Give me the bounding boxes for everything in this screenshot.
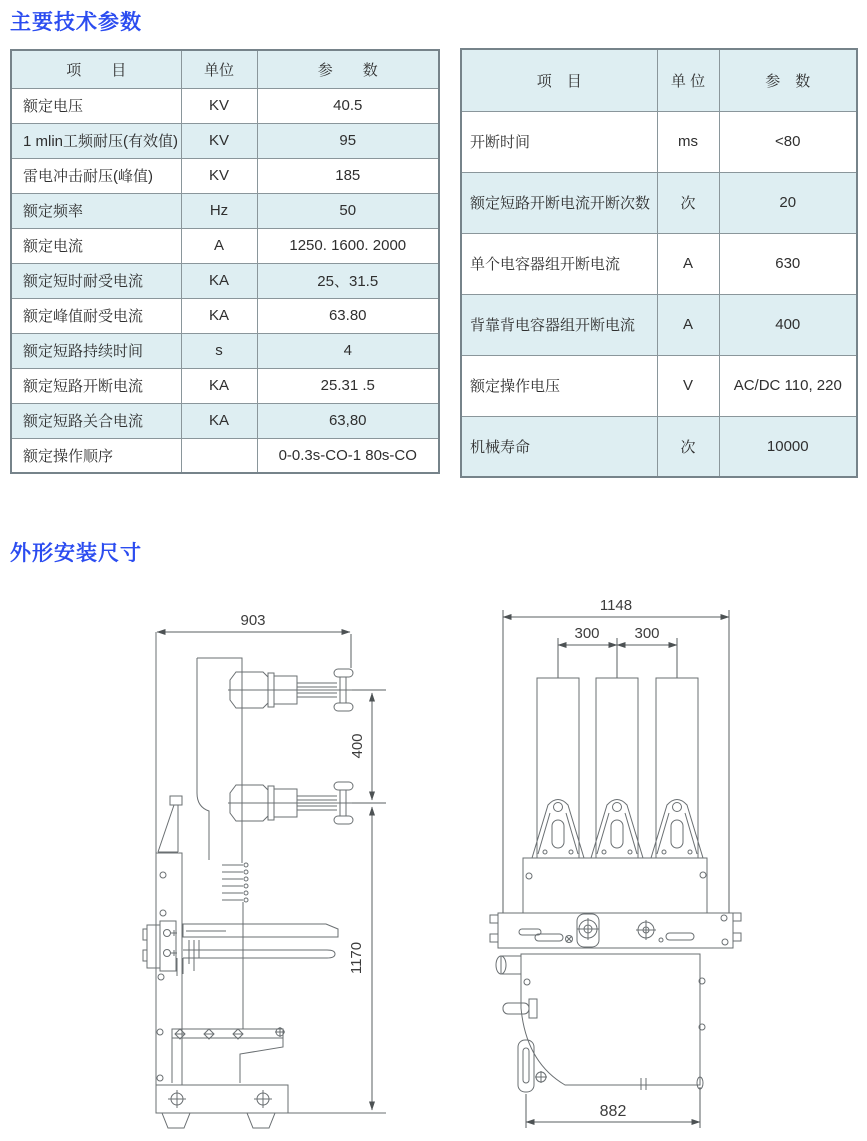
param-value: 63,80 [257, 403, 439, 438]
unit-value: KA [181, 263, 257, 298]
outline-dimension-drawings [0, 580, 867, 1141]
parameters-table-right [460, 48, 858, 478]
header-row [461, 49, 857, 111]
dim-label-300-left: 300 [574, 625, 600, 642]
param-value: 400 [719, 294, 857, 355]
dim-label-882: 882 [599, 1103, 627, 1120]
unit-value: A [657, 294, 719, 355]
param-value: 25.31 .5 [257, 368, 439, 403]
table-row [11, 123, 439, 158]
param-label: 机械寿命 [461, 416, 657, 477]
unit-value: 次 [657, 416, 719, 477]
unit-value: A [181, 228, 257, 263]
unit-value: s [181, 333, 257, 368]
drawing-front-view [490, 597, 741, 1128]
column-header: 单 位 [657, 49, 719, 111]
param-label: 单个电容器组开断电流 [461, 233, 657, 294]
dim-label-903: 903 [240, 612, 266, 629]
param-value: 63.80 [257, 298, 439, 333]
table-row [11, 193, 439, 228]
param-value: 40.5 [257, 88, 439, 123]
param-label: 额定短路关合电流 [11, 403, 181, 438]
table-row [11, 438, 439, 473]
param-label: 额定频率 [11, 193, 181, 228]
unit-value: KV [181, 88, 257, 123]
param-label: 雷电冲击耐压(峰值) [11, 158, 181, 193]
param-label: 额定短路开断电流 [11, 368, 181, 403]
param-label: 背靠背电容器组开断电流 [461, 294, 657, 355]
unit-value: A [657, 233, 719, 294]
table-row [11, 263, 439, 298]
column-header: 项 目 [11, 50, 181, 88]
unit-value: Hz [181, 193, 257, 228]
table-row [461, 355, 857, 416]
coil-symbol [222, 863, 248, 1029]
column-header: 参 数 [719, 49, 857, 111]
unit-value: V [657, 355, 719, 416]
table-row [461, 111, 857, 172]
column-header: 参 数 [257, 50, 439, 88]
column-header: 项 目 [461, 49, 657, 111]
parameters-table-left [10, 49, 440, 474]
param-value: 185 [257, 158, 439, 193]
section-title-outline-dimensions: 外形安装尺寸 [10, 542, 142, 565]
table-row [11, 158, 439, 193]
param-label: 额定操作顺序 [11, 438, 181, 473]
table-row [461, 294, 857, 355]
unit-value: KA [181, 403, 257, 438]
param-label: 1 mlin工频耐压(有效值) [11, 123, 181, 158]
section-title-main-parameters: 主要技术参数 [10, 11, 142, 34]
table-row [11, 333, 439, 368]
param-value: 630 [719, 233, 857, 294]
table-row [11, 228, 439, 263]
param-value: 20 [719, 172, 857, 233]
param-label: 额定峰值耐受电流 [11, 298, 181, 333]
param-value: 25、31.5 [257, 263, 439, 298]
param-value: 4 [257, 333, 439, 368]
unit-value: KV [181, 123, 257, 158]
param-value: 10000 [719, 416, 857, 477]
param-value: AC/DC 110, 220 [719, 355, 857, 416]
dim-label-1170: 1170 [348, 941, 365, 975]
unit-value: KV [181, 158, 257, 193]
param-value: <80 [719, 111, 857, 172]
unit-value: KA [181, 368, 257, 403]
param-label: 额定电压 [11, 88, 181, 123]
dim-label-400: 400 [349, 733, 366, 759]
dim-label-300-right: 300 [634, 625, 660, 642]
table-row [11, 403, 439, 438]
param-label: 额定电流 [11, 228, 181, 263]
param-value: 1250. 1600. 2000 [257, 228, 439, 263]
param-label: 额定短时耐受电流 [11, 263, 181, 298]
table-row [11, 368, 439, 403]
unit-value: KA [181, 298, 257, 333]
param-label: 开断时间 [461, 111, 657, 172]
drawing-side-view [143, 612, 386, 1128]
param-value: 50 [257, 193, 439, 228]
dim-label-1148: 1148 [599, 597, 633, 614]
unit-value [181, 438, 257, 473]
table-row [11, 88, 439, 123]
param-label: 额定短路持续时间 [11, 333, 181, 368]
unit-value: 次 [657, 172, 719, 233]
header-row [11, 50, 439, 88]
table-row [461, 233, 857, 294]
param-label: 额定短路开断电流开断次数 [461, 172, 657, 233]
table-row [461, 416, 857, 477]
param-value: 95 [257, 123, 439, 158]
table-row [11, 298, 439, 333]
column-header: 单位 [181, 50, 257, 88]
table-row [461, 172, 857, 233]
param-label: 额定操作电压 [461, 355, 657, 416]
unit-value: ms [657, 111, 719, 172]
param-value: 0-0.3s-CO-1 80s-CO [257, 438, 439, 473]
